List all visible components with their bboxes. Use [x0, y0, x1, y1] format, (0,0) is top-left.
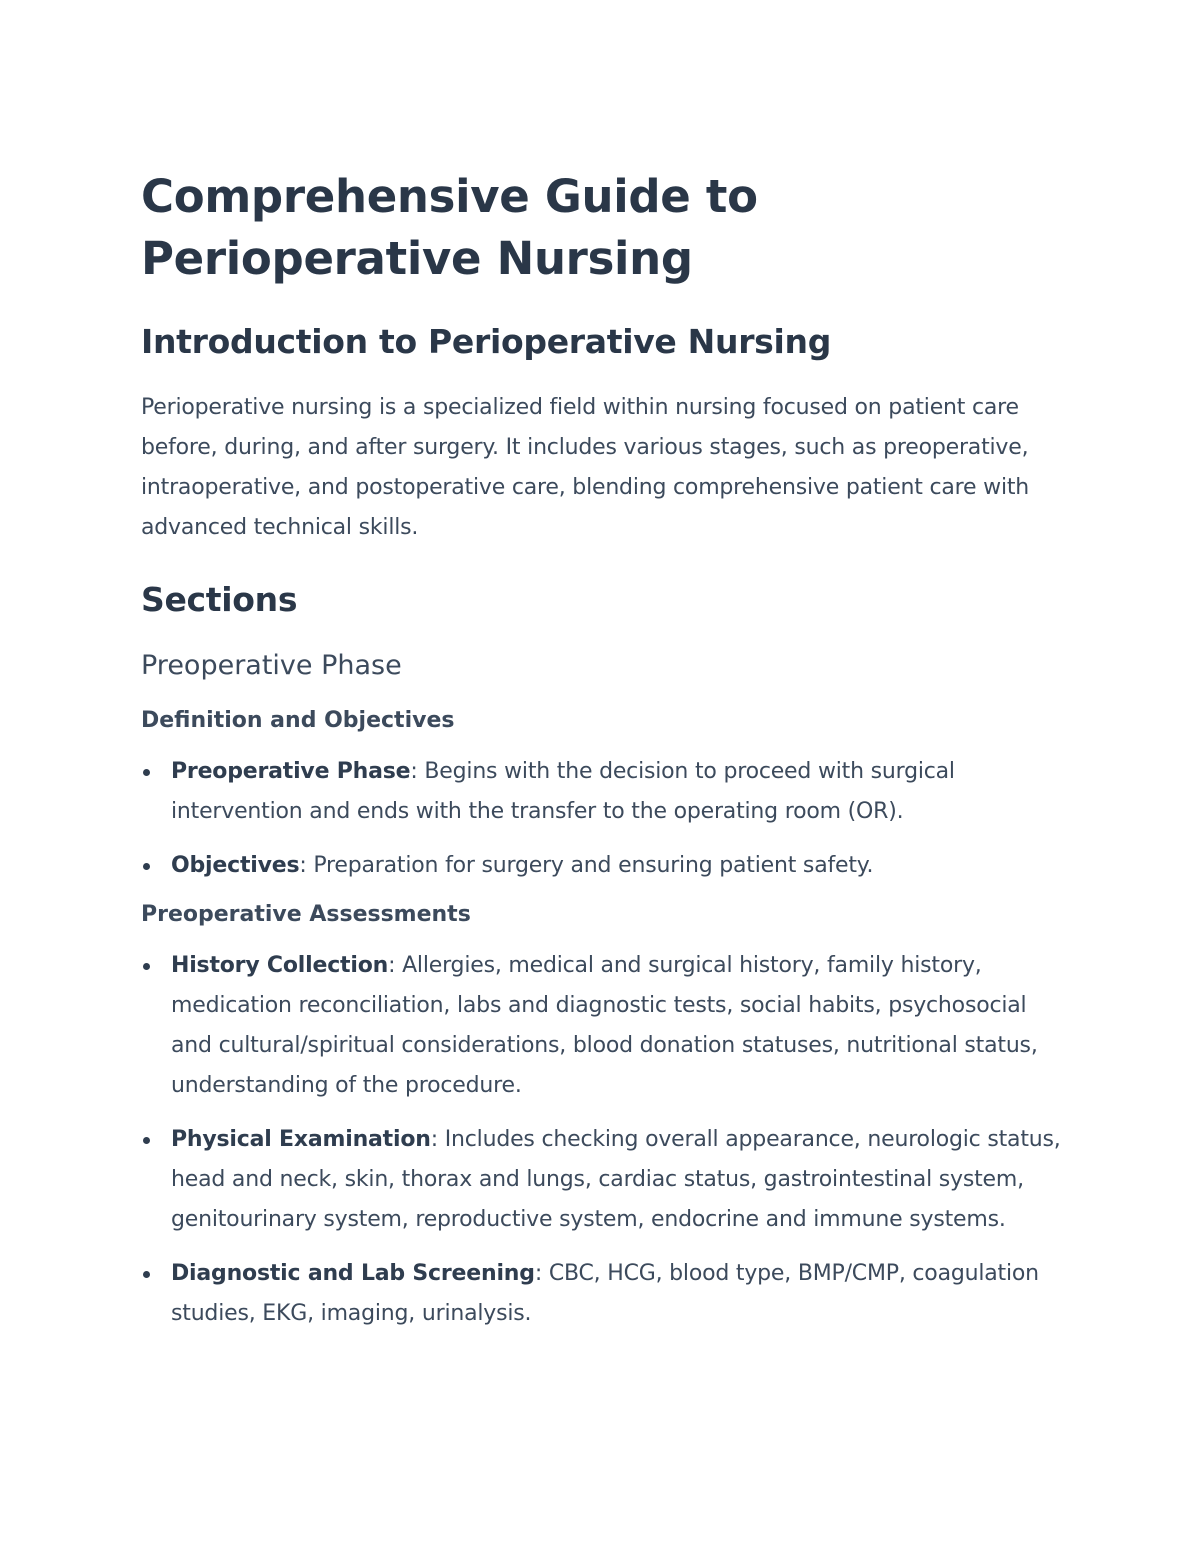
- list-item-text: : Includes checking overall appearance, neurologic status, head and neck, skin, thorax and lungs, cardiac status, gastrointestinal system, genitourinary system, reproductive system, endocrine and immune systems.: [171, 1127, 1061, 1232]
- document-page: [141, 166, 1071, 1348]
- list-item: [141, 946, 1071, 1106]
- intro-heading: Introduction to Perioperative Nursing: [141, 322, 832, 361]
- document-title: Comprehensive Guide to Perioperative Nursing: [141, 170, 758, 285]
- bullet-icon: [143, 1271, 150, 1278]
- list-item-term: Objectives: [171, 853, 300, 878]
- definition-list: [141, 752, 1071, 886]
- list-item: [141, 752, 1071, 832]
- list-item: [141, 1254, 1071, 1334]
- list-item-term: Preoperative Phase: [171, 759, 411, 784]
- list-item: [141, 1120, 1071, 1240]
- list-item-text: : Preparation for surgery and ensuring patient safety.: [299, 853, 874, 878]
- list-item-term: Diagnostic and Lab Screening: [171, 1261, 535, 1286]
- bullet-icon: [143, 1137, 150, 1144]
- list-item-term: Physical Examination: [171, 1127, 431, 1152]
- bullet-icon: [143, 963, 150, 970]
- list-item-text: : Allergies, medical and surgical history, family history, medication reconciliation, labs and diagnostic tests, social habits, psychosocial and cultural/spiritual considerations, blood donation statuses, nutritional status, understanding of the procedure.: [171, 953, 1038, 1098]
- list-item: [141, 846, 1071, 886]
- list-item-term: History Collection: [171, 953, 389, 978]
- list-item-text: : CBC, HCG, blood type, BMP/CMP, coagulation studies, EKG, imaging, urinalysis.: [171, 1261, 1039, 1326]
- assessments-list: [141, 946, 1071, 1334]
- definition-objectives-heading: Definition and Objectives: [141, 708, 455, 733]
- preoperative-assessments-heading: Preoperative Assessments: [141, 902, 471, 927]
- bullet-icon: [143, 769, 150, 776]
- bullet-icon: [143, 863, 150, 870]
- intro-paragraph: Perioperative nursing is a specialized field within nursing focused on patient care before, during, and after surgery. It includes various stages, such as preoperative, intraoperative, and postoperative care, blending comprehensive patient care with advanced technical skills.: [141, 395, 1030, 540]
- sections-heading: Sections: [141, 580, 298, 619]
- preoperative-phase-heading: Preoperative Phase: [141, 650, 402, 681]
- list-item-text: : Begins with the decision to proceed with surgical intervention and ends with the transfer to the operating room (OR).: [171, 759, 955, 824]
